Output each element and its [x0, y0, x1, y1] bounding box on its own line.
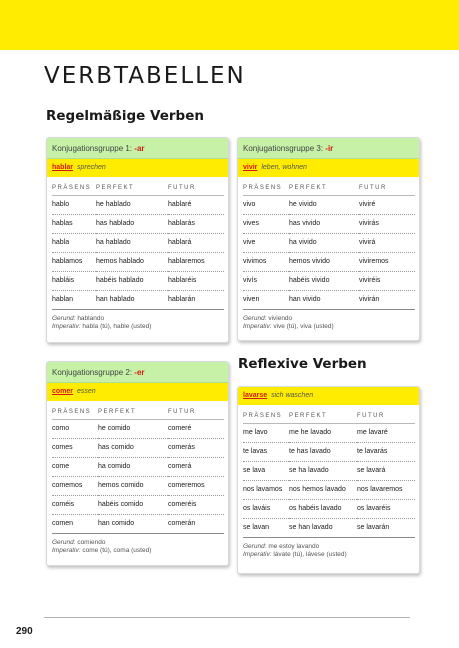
verb-infinitive: vivir: [243, 164, 258, 171]
verb-translation: sich waschen: [271, 392, 314, 399]
table-header-row: [243, 410, 415, 423]
verb-row: [47, 159, 228, 177]
card-header: Konjugationsgruppe 2: -er: [47, 362, 228, 383]
footer-rule: [44, 617, 410, 618]
table-header-row: [52, 182, 224, 195]
table-row: me lavo me he lavado me lavaré: [243, 423, 415, 442]
table-row: vives has vivido vivirás: [243, 214, 415, 233]
top-color-band: [0, 0, 459, 50]
page-number: 290: [16, 626, 33, 637]
imperative-line: Imperativ: come (tú), coma (usted): [52, 547, 152, 554]
table-row: vivís habéis vivido viviréis: [243, 271, 415, 290]
table-row: vivimos hemos vivido viviremos: [243, 252, 415, 271]
conjugation-table: [52, 182, 224, 310]
column-header-perfect: PERFEKT: [98, 406, 168, 419]
conjugation-table: [243, 182, 415, 310]
table-row: comemos hemos comido comeremos: [52, 476, 224, 495]
table-row: como he comido comeré: [52, 419, 224, 438]
ending-label: -ar: [134, 144, 145, 153]
verb-infinitive: comer: [52, 388, 74, 395]
page-title: VERBTABELLEN: [44, 63, 246, 89]
table-header-row: [52, 406, 224, 419]
imperative-line: Imperativ: lávate (tú), lávese (usted): [243, 551, 347, 558]
gerund-line: Gerund: viviendo: [243, 314, 293, 322]
card-header: Konjugationsgruppe 3: -ir: [238, 138, 419, 159]
verb-row: [47, 383, 228, 401]
column-header-perfect: PERFEKT: [289, 182, 359, 195]
conjugation-card-er: [46, 361, 229, 566]
section-title-regular: Regelmäßige Verben: [46, 108, 204, 124]
verb-translation: leben, wohnen: [261, 164, 307, 171]
card-footer: [47, 310, 228, 332]
gerund-line: Gerund: me estoy lavando: [243, 542, 320, 550]
column-header-present: PRÄSENS: [243, 410, 289, 423]
column-header-future: FUTUR: [168, 406, 224, 419]
conjugation-card-ir: [237, 137, 420, 341]
conjugation-card-ar: [46, 137, 229, 343]
card-footer: [47, 534, 228, 556]
verb-infinitive: hablar: [52, 164, 74, 171]
column-header-present: PRÄSENS: [52, 406, 98, 419]
table-row: vive ha vivido vivirá: [243, 233, 415, 252]
table-row: hablo he hablado hablaré: [52, 195, 224, 214]
ending-label: -er: [134, 368, 145, 377]
table-row: te lavas te has lavado te lavarás: [243, 442, 415, 461]
section-title-reflexive: Reflexive Verben: [238, 356, 367, 372]
table-header-row: [243, 182, 415, 195]
gerund-line: Gerund: hablando: [52, 314, 105, 322]
imperative-line: Imperativ: vive (tú), viva (usted): [243, 323, 334, 330]
table-row: habláis habéis hablado hablaréis: [52, 271, 224, 290]
ending-label: -ir: [325, 144, 334, 153]
card-header: Konjugationsgruppe 1: -ar: [47, 138, 228, 159]
column-header-perfect: PERFEKT: [289, 410, 357, 423]
verb-infinitive: lavarse: [243, 392, 268, 399]
table-row: se lavan se han lavado se lavarán: [243, 518, 415, 537]
table-row: hablan han hablado hablarán: [52, 290, 224, 309]
column-header-present: PRÄSENS: [243, 182, 289, 195]
card-footer: [238, 538, 419, 560]
column-header-future: FUTUR: [357, 410, 415, 423]
table-row: come ha comido comerá: [52, 457, 224, 476]
table-row: os laváis os habéis lavado os lavaréis: [243, 499, 415, 518]
conjugation-card-reflexive: [237, 386, 420, 574]
imperative-line: Imperativ: habla (tú), hable (usted): [52, 323, 152, 330]
table-row: habla ha hablado hablará: [52, 233, 224, 252]
table-row: nos lavamos nos hemos lavado nos lavaremos: [243, 480, 415, 499]
table-row: comen han comido comerán: [52, 514, 224, 533]
column-header-future: FUTUR: [359, 182, 415, 195]
table-row: viven han vivido vivirán: [243, 290, 415, 309]
table-row: hablas has hablado hablarás: [52, 214, 224, 233]
gerund-line: Gerund: comiendo: [52, 538, 106, 546]
verb-row: [238, 159, 419, 177]
verb-row: [238, 387, 419, 405]
column-header-present: PRÄSENS: [52, 182, 96, 195]
verb-translation: essen: [76, 388, 96, 395]
table-row: se lava se ha lavado se lavará: [243, 461, 415, 480]
table-row: comes has comido comerás: [52, 438, 224, 457]
conjugation-table: [52, 406, 224, 534]
conjugation-table: [243, 410, 415, 538]
card-footer: [238, 310, 419, 332]
verb-translation: sprechen: [76, 164, 106, 171]
table-row: hablamos hemos hablado hablaremos: [52, 252, 224, 271]
table-row: vivo he vivido viviré: [243, 195, 415, 214]
column-header-future: FUTUR: [168, 182, 224, 195]
column-header-perfect: PERFEKT: [96, 182, 168, 195]
table-row: coméis habéis comido comeréis: [52, 495, 224, 514]
